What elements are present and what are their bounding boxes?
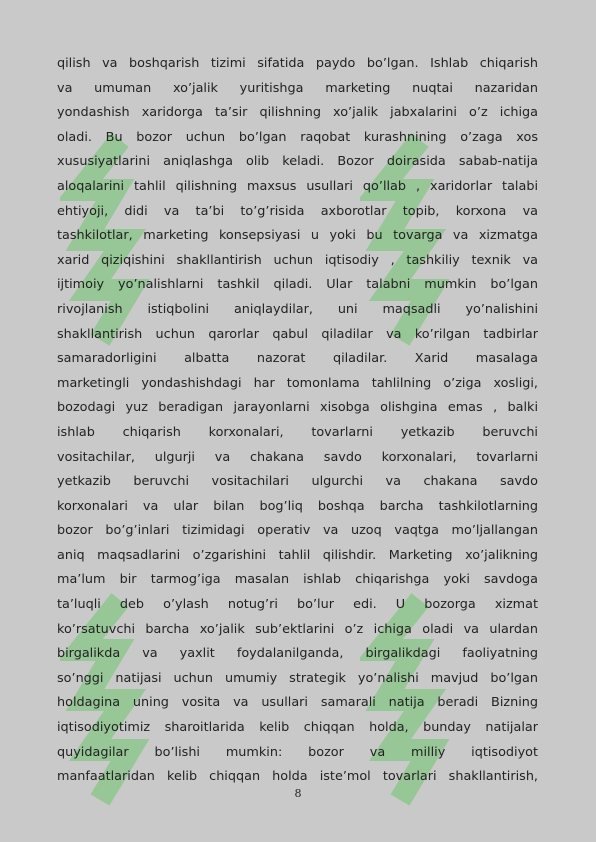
text-line: yondashish xaridorga ta’sir qilishning xo’jalik jabxalarini o’z ichiga [57, 105, 538, 121]
page-number: 8 [294, 787, 302, 800]
text-line: qilish va boshqarish tizimi sifatida paydo bo’lgan. Ishlab chiqarish [57, 56, 538, 71]
text-line: quyidagilar bo’lishi mumkin: bozor va milliy iqtisodiyot [57, 744, 538, 760]
text-line: ehtiyoji, didi va ta’bi to’g’risida axborotlar topib, korxona va [57, 203, 538, 219]
text-line: marketingli yondashishdagi har tomonlama tahlilning o’ziga xosligi, [57, 375, 538, 391]
text-line: oladi. Bu bozor uchun bo’lgan raqobat kurashnining o’zaga xos [57, 129, 538, 145]
text-line: xususiyatlarini aniqlashga olib keladi. Bozor doirasida sabab-natija [57, 154, 538, 170]
text-line: aloqalarini tahlil qilishning maxsus usullari qo’llab , xaridorlar talabi [57, 178, 538, 194]
text-line: vositachilar, ulgurji va chakana savdo korxonalari, tovarlarni [57, 449, 538, 465]
text-line: ko’rsatuvchi barcha xo’jalik sub’ektlarini o’z ichiga oladi va ulardan [57, 621, 538, 637]
text-line: manfaatlaridan kelib chiqqan holda iste’mol tovarlari shakllantirish, [57, 769, 538, 785]
text-line: birgalikda va yaxlit foydalanilganda, birgalikdagi faoliyatning [57, 646, 538, 662]
text-line: korxonalari va ular bilan bog’liq boshqa barcha tashkilotlarning [57, 498, 538, 514]
text-line: tashkilotlar, marketing konsepsiyasi u yoki bu tovarga va xizmatga [57, 228, 538, 244]
text-line: bozor bo’g’inlari tizimidagi operativ va uzoq vaqtga mo’ljallangan [57, 523, 538, 539]
text-line: ta’luqli deb o’ylash notug’ri bo’lur edi. U bozorga xizmat [57, 597, 538, 613]
text-line: rivojlanish istiqbolini aniqlaydilar, uni maqsadli yo’nalishini [57, 301, 538, 317]
text-line: ijtimoiy yo’nalishlarni tashkil qiladi. Ular talabni mumkin bo’lgan [57, 277, 538, 293]
text-line: ma’lum bir tarmog’iga masalan ishlab chiqarishga yoki savdoga [57, 572, 538, 588]
text-line: xarid qiziqishini shakllantirish uchun iqtisodiy , tashkiliy texnik va [57, 252, 538, 268]
text-line: holdagina uning vosita va usullari samarali natija beradi Bizning [57, 695, 538, 711]
text-line: iqtisodiyotimiz sharoitlarida kelib chiqqan holda, bunday natijalar [57, 720, 538, 736]
text-line: yetkazib beruvchi vositachilari ulgurchi va chakana savdo [57, 474, 538, 490]
text-line: aniq maqsadlarini o’zgarishini tahlil qilishdir. Marketing xo’jalikning [57, 547, 538, 563]
body-text [57, 52, 538, 790]
text-line: va umuman xo’jalik yuritishga marketing nuqtai nazaridan [57, 80, 538, 96]
text-line: samaradorligini albatta nazorat qiladilar. Xarid masalaga [57, 351, 538, 367]
text-line: so’nggi natijasi uchun umumiy strategik yo’nalishi mavjud bo’lgan [57, 670, 538, 686]
text-line: bozodagi yuz beradigan jarayonlarni xisobga olishgina emas , balki [57, 400, 538, 416]
text-line: ishlab chiqarish korxonalari, tovarlarni yetkazib beruvchi [57, 424, 538, 440]
text-line: shakllantirish uchun qarorlar qabul qiladilar va ko’rilgan tadbirlar [57, 326, 538, 342]
